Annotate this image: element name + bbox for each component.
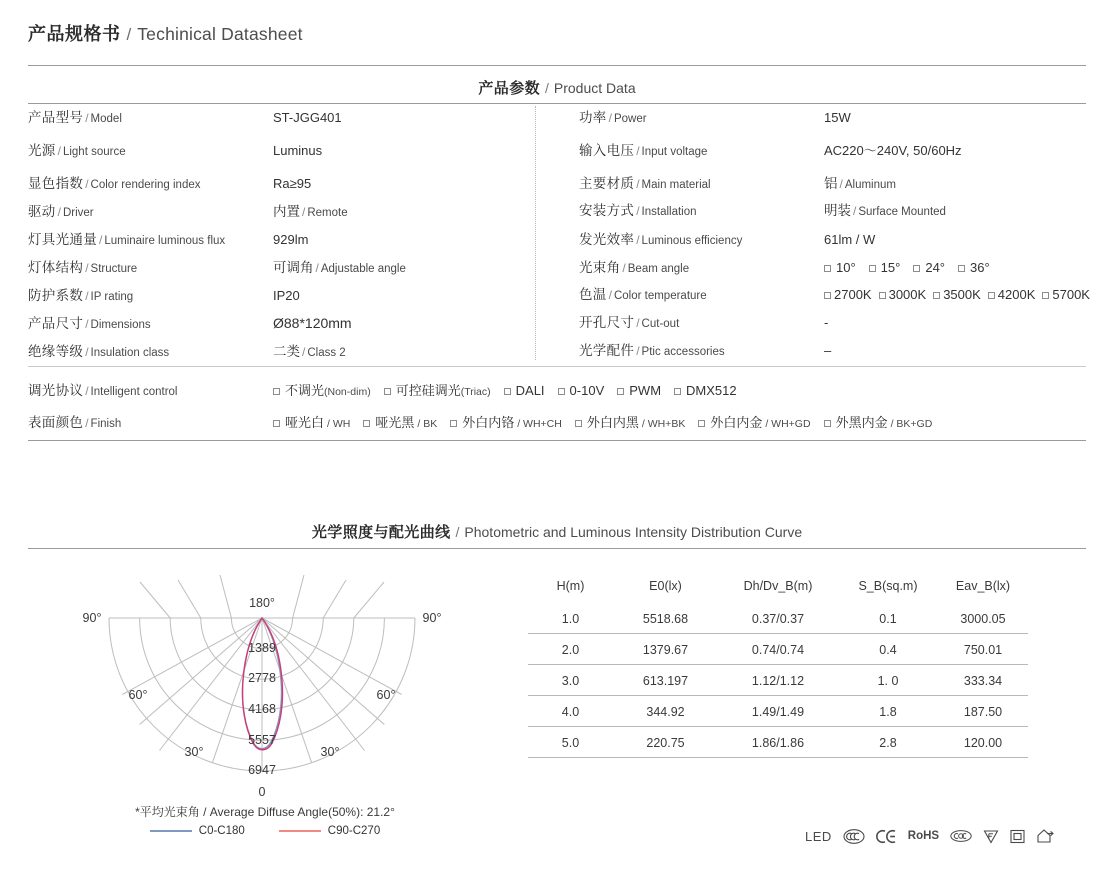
page-title <box>28 20 303 46</box>
spec-row-model <box>28 106 535 139</box>
spec-value-driver-cn: 内置 <box>273 204 300 219</box>
spec-value-luminous-efficiency: 61lm / W <box>824 232 876 247</box>
spec-row-structure <box>28 256 535 284</box>
polar-label-60-left: 60° <box>128 688 148 702</box>
spec-label-light-source-cn: 光源 <box>28 143 56 158</box>
spec-label-main-material-cn: 主要材质 <box>579 176 635 191</box>
finish-option-wh-ch-en: / WH+CH <box>517 418 562 430</box>
label-slash: / <box>85 317 89 331</box>
spec-value-cri: Ra≥95 <box>273 176 312 191</box>
spec-label-cri-en: Color rendering index <box>90 179 201 191</box>
average-beam-angle-caption: *平均光束角 / Average Diffuse Angle(50%): 21.2° <box>135 805 395 819</box>
spec-value-luminous-flux: 929lm <box>273 232 309 247</box>
spec-value-input-voltage: AC220～240V, 50/60Hz <box>824 143 962 158</box>
spec-value-driver-en: Remote <box>307 207 348 219</box>
intelligent-control-options <box>273 380 737 399</box>
dimming-option-triac-cn: 可控硅调光 <box>395 383 461 398</box>
value-slash: / <box>839 177 843 191</box>
led-text: LED <box>805 828 832 844</box>
rohs-text: RoHS <box>907 830 940 842</box>
cell-sb: 1.8 <box>838 696 938 727</box>
checkbox-icon[interactable] <box>384 388 391 395</box>
polar-label-180: 180° <box>249 596 275 610</box>
cell-h: 2.0 <box>528 634 613 665</box>
checkbox-icon[interactable] <box>824 420 831 427</box>
checkbox-icon[interactable] <box>824 292 831 299</box>
beam-angle-option-10-label: 10° <box>836 260 856 275</box>
spec-label-color-temperature-cn: 色温 <box>579 287 607 302</box>
spec-label-input-voltage <box>579 139 824 159</box>
house-mount-icon <box>1036 828 1054 844</box>
divider-above-options <box>28 366 1086 367</box>
cell-dhdv: 1.86/1.86 <box>718 727 838 758</box>
label-slash: / <box>636 144 640 158</box>
spec-row-intelligent-control <box>28 379 1086 411</box>
legend-item-c0-c180 <box>150 825 245 837</box>
divider-under-photometric-band <box>28 548 1086 549</box>
polar-ring-label-4: 5557 <box>248 733 276 747</box>
dimming-option-non-dim-en: (Non-dim) <box>324 386 371 398</box>
f-mark-icon <box>983 829 999 844</box>
cct-option-5700k-label: 5700K <box>1052 287 1090 302</box>
spec-label-model-en: Model <box>90 113 122 125</box>
spec-label-dimensions <box>28 312 273 332</box>
cell-dhdv: 0.74/0.74 <box>718 634 838 665</box>
spec-label-cri-cn: 显色指数 <box>28 176 84 191</box>
spec-row-power <box>579 106 1086 139</box>
label-slash: / <box>85 177 89 191</box>
divider-top <box>28 65 1086 66</box>
cct-option-2700k-label: 2700K <box>834 287 872 302</box>
spec-label-driver-cn: 驱动 <box>28 204 56 219</box>
checkbox-icon[interactable] <box>617 388 624 395</box>
section-title-separator: / <box>455 524 460 540</box>
cell-h: 4.0 <box>528 696 613 727</box>
section-title-separator: / <box>545 80 549 96</box>
class2-icon <box>1010 829 1025 844</box>
finish-option-bk[interactable] <box>363 412 437 431</box>
label-slash: / <box>636 177 640 191</box>
spec-row-cri <box>28 172 535 200</box>
spec-label-power-en: Power <box>613 113 647 125</box>
dimming-option-triac-en: (Triac) <box>460 386 491 398</box>
finish-option-wh[interactable] <box>273 412 350 431</box>
polar-label-90-right: 90° <box>422 611 442 625</box>
spec-value-driver <box>273 200 535 220</box>
label-slash: / <box>85 289 89 303</box>
cell-e0: 344.92 <box>613 696 718 727</box>
cell-dhdv: 0.37/0.37 <box>718 603 838 634</box>
checkbox-icon[interactable] <box>558 388 565 395</box>
finish-option-wh-gd-cn: 外白内金 <box>710 415 763 430</box>
spec-label-intelligent-control-en: Intelligent control <box>90 386 178 398</box>
checkbox-icon[interactable] <box>273 420 280 427</box>
table-row <box>528 696 1028 727</box>
beam-angle-option-15-label: 15° <box>880 260 901 275</box>
legend-item-c90-c270 <box>279 825 380 837</box>
spec-label-structure <box>28 256 273 276</box>
polar-ring-label-3: 4168 <box>248 702 276 716</box>
cell-sb: 0.1 <box>838 603 938 634</box>
cell-eavb: 120.00 <box>938 727 1028 758</box>
checkbox-icon[interactable] <box>933 292 940 299</box>
finish-options <box>273 412 932 431</box>
photometric-data-table <box>528 575 1028 758</box>
dimming-option-non-dim[interactable] <box>273 380 371 399</box>
spec-label-installation-en: Installation <box>641 206 697 218</box>
spec-label-power-cn: 功率 <box>579 110 607 125</box>
spec-label-installation-cn: 安装方式 <box>579 203 635 218</box>
spec-label-optic-accessories-cn: 光学配件 <box>579 343 635 358</box>
spec-label-intelligent-control <box>28 379 273 399</box>
spec-label-beam-angle <box>579 256 824 276</box>
table-header-row <box>528 575 1028 603</box>
cct-option-4200k[interactable] <box>988 287 1036 302</box>
section-title-photometric <box>0 521 1114 542</box>
spec-value-main-material-cn: 铝 <box>824 176 838 191</box>
spec-row-light-source <box>28 139 535 172</box>
beam-angle-option-36[interactable] <box>958 260 990 275</box>
section-title-photometric-en: Photometric and Luminous Intensity Distribution Curve <box>464 524 803 540</box>
spec-label-light-source-en: Light source <box>62 146 126 158</box>
spec-row-cutout <box>579 311 1086 339</box>
spec-label-structure-cn: 灯体结构 <box>28 260 84 275</box>
finish-option-bk-gd-en: / BK+GD <box>890 418 933 430</box>
polar-label-30-left: 30° <box>184 745 204 759</box>
label-slash: / <box>85 416 89 430</box>
label-slash: / <box>622 261 626 275</box>
finish-option-bk-en: / BK <box>417 418 438 430</box>
spec-label-cutout <box>579 311 824 331</box>
section-title-product-data <box>0 77 1114 98</box>
photometric-table <box>528 575 1028 758</box>
spec-label-beam-angle-en: Beam angle <box>627 263 690 275</box>
spec-value-installation <box>824 199 1086 219</box>
value-slash: / <box>302 205 306 219</box>
cell-h: 5.0 <box>528 727 613 758</box>
cell-dhdv: 1.12/1.12 <box>718 665 838 696</box>
beam-angle-option-36-label: 36° <box>970 260 990 275</box>
finish-option-bk-gd-cn: 外黑内金 <box>835 415 888 430</box>
spec-label-ip-rating-cn: 防护系数 <box>28 288 84 303</box>
spec-row-installation <box>579 199 1086 228</box>
checkbox-icon[interactable] <box>879 292 886 299</box>
cell-dhdv: 1.49/1.49 <box>718 696 838 727</box>
checkbox-icon[interactable] <box>363 420 370 427</box>
dimming-option-dmx512-label: DMX512 <box>686 383 737 398</box>
col-header-dh-dv: Dh/Dv_B(m) <box>743 579 813 593</box>
spec-label-ip-rating-en: IP rating <box>90 291 134 303</box>
beam-angle-option-24-label: 24° <box>925 260 946 275</box>
spec-label-model <box>28 106 273 126</box>
spec-value-main-material-en: Aluminum <box>844 179 896 191</box>
label-slash: / <box>636 233 640 247</box>
label-slash: / <box>636 344 640 358</box>
finish-option-wh-cn: 哑光白 <box>285 415 325 430</box>
spec-value-light-source: Luminus <box>273 143 323 158</box>
value-slash: / <box>853 204 857 218</box>
spec-label-insulation-class-en: Insulation class <box>90 347 170 359</box>
spec-row-luminous-efficiency <box>579 228 1086 256</box>
finish-option-bk-gd[interactable] <box>824 412 933 431</box>
chart-legend <box>60 825 470 837</box>
beam-angle-option-15[interactable] <box>869 260 901 275</box>
checkbox-icon[interactable] <box>1042 292 1049 299</box>
cell-e0: 1379.67 <box>613 634 718 665</box>
spec-value-cutout: - <box>824 315 829 330</box>
cct-option-3000k[interactable] <box>879 287 927 302</box>
cct-option-4200k-label: 4200K <box>997 287 1036 302</box>
cqc-icon <box>950 829 972 843</box>
checkbox-icon[interactable] <box>575 420 582 427</box>
spec-label-optic-accessories-en: Ptic accessories <box>641 346 725 358</box>
cell-sb: 0.4 <box>838 634 938 665</box>
spec-label-luminous-efficiency-cn: 发光效率 <box>579 232 635 247</box>
polar-ring-label-1: 1389 <box>248 641 276 655</box>
spec-label-model-cn: 产品型号 <box>28 110 84 125</box>
divider-under-product-band <box>28 103 1086 104</box>
spec-row-color-temperature <box>579 283 1090 311</box>
spec-label-luminous-flux-cn: 灯具光通量 <box>28 232 97 247</box>
spec-row-insulation-class <box>28 340 535 368</box>
spec-label-input-voltage-cn: 输入电压 <box>579 143 635 158</box>
finish-option-wh-bk[interactable] <box>575 412 685 431</box>
spec-value-model: ST-JGG401 <box>273 110 342 125</box>
cct-option-3500k-label: 3500K <box>943 287 981 302</box>
checkbox-icon[interactable] <box>698 420 705 427</box>
col-header-eav-b: Eav_B(lx) <box>955 579 1011 593</box>
product-spec-table <box>28 106 1090 368</box>
checkbox-icon[interactable] <box>913 265 920 272</box>
dimming-option-non-dim-cn: 不调光 <box>285 383 325 398</box>
spec-label-finish-en: Finish <box>90 418 122 430</box>
spec-label-driver <box>28 200 273 220</box>
cct-option-5700k[interactable] <box>1042 287 1090 302</box>
table-row <box>528 665 1028 696</box>
ccc-icon <box>843 829 865 844</box>
spec-value-installation-cn: 明装 <box>824 203 851 218</box>
column-divider <box>535 106 536 360</box>
spec-value-power: 15W <box>824 110 851 125</box>
cct-option-2700k[interactable] <box>824 287 872 302</box>
legend-label-c90-c270: C90-C270 <box>327 825 381 837</box>
divider-bottom-spec <box>28 440 1086 441</box>
spec-label-intelligent-control-cn: 调光协议 <box>28 383 84 398</box>
finish-option-wh-gd[interactable] <box>698 412 810 431</box>
cct-option-3000k-label: 3000K <box>888 287 927 302</box>
spec-row-main-material <box>579 172 1086 199</box>
label-slash: / <box>636 316 640 330</box>
polar-label-0: 0 <box>258 785 266 799</box>
spec-row-ip-rating <box>28 284 535 312</box>
spec-value-insulation-class-cn: 二类 <box>273 344 300 359</box>
spec-value-insulation-class-en: Class 2 <box>307 347 346 359</box>
checkbox-icon[interactable] <box>869 265 876 272</box>
section-title-product-data-en: Product Data <box>553 80 636 96</box>
spec-value-structure-en: Adjustable angle <box>320 263 406 275</box>
label-slash: / <box>636 204 640 218</box>
polar-label-60-right: 60° <box>376 688 396 702</box>
label-slash: / <box>85 345 89 359</box>
legend-swatch-c90-c270 <box>279 830 321 832</box>
dimming-option-0-10v[interactable] <box>558 383 605 398</box>
col-header-h: H(m) <box>556 579 585 593</box>
spec-column-right <box>579 106 1090 368</box>
spec-value-installation-en: Surface Mounted <box>858 206 946 218</box>
value-slash: / <box>315 261 319 275</box>
spec-row-beam-angle <box>579 256 1086 283</box>
luminous-intensity-polar-chart <box>60 560 470 860</box>
label-slash: / <box>85 111 89 125</box>
finish-option-wh-en: / WH <box>327 418 351 430</box>
cell-eavb: 750.01 <box>938 634 1028 665</box>
cell-eavb: 187.50 <box>938 696 1028 727</box>
table-row <box>528 727 1028 758</box>
finish-option-wh-ch-cn: 外白内铬 <box>462 415 515 430</box>
spec-row-finish <box>28 411 1086 441</box>
checkbox-icon[interactable] <box>674 388 681 395</box>
finish-option-wh-bk-cn: 外白内黑 <box>586 415 639 430</box>
dimming-option-0-10v-label: 0-10V <box>569 383 605 398</box>
label-slash: / <box>85 384 89 398</box>
checkbox-icon[interactable] <box>958 265 965 272</box>
spec-label-luminous-flux <box>28 228 273 248</box>
finish-option-wh-gd-en: / WH+GD <box>765 418 811 430</box>
certification-marks <box>805 828 1054 844</box>
spec-label-light-source <box>28 139 273 159</box>
cell-eavb: 333.34 <box>938 665 1028 696</box>
spec-label-main-material-en: Main material <box>641 179 711 191</box>
spec-label-insulation-class-cn: 绝缘等级 <box>28 344 84 359</box>
dimming-option-dali[interactable] <box>504 383 545 398</box>
spec-label-main-material <box>579 172 824 192</box>
spec-label-input-voltage-en: Input voltage <box>641 146 708 158</box>
spec-row-input-voltage <box>579 139 1086 172</box>
spec-label-dimensions-en: Dimensions <box>90 319 151 331</box>
page-title-en: Techinical Datasheet <box>137 24 303 44</box>
spec-label-beam-angle-cn: 光束角 <box>579 260 621 275</box>
spec-label-insulation-class <box>28 340 273 360</box>
spec-value-structure <box>273 256 535 276</box>
finish-option-bk-cn: 哑光黑 <box>375 415 415 430</box>
checkbox-icon[interactable] <box>504 388 511 395</box>
cell-e0: 220.75 <box>613 727 718 758</box>
spec-row-dimensions <box>28 312 535 340</box>
dimming-option-triac[interactable] <box>384 380 491 399</box>
polar-ring-label-5: 6947 <box>248 763 276 777</box>
spec-value-ip-rating: IP20 <box>273 288 300 303</box>
col-header-e0: E0(lx) <box>649 579 682 593</box>
section-title-product-data-cn: 产品参数 <box>478 80 540 97</box>
section-title-photometric-cn: 光学照度与配光曲线 <box>311 524 451 541</box>
polar-label-90-left: 90° <box>82 611 102 625</box>
label-slash: / <box>57 205 61 219</box>
spec-label-driver-en: Driver <box>62 207 94 219</box>
finish-option-wh-bk-en: / WH+BK <box>641 418 686 430</box>
dimming-option-dmx512[interactable] <box>674 383 737 398</box>
cct-option-3500k[interactable] <box>933 287 981 302</box>
spec-value-dimensions: Ø88*120mm <box>273 315 352 331</box>
spec-value-optic-accessories: – <box>824 343 832 358</box>
label-slash: / <box>608 111 612 125</box>
spec-label-color-temperature-en: Color temperature <box>613 290 707 302</box>
dimming-option-pwm[interactable] <box>617 383 661 398</box>
polar-ring-label-2: 2778 <box>248 671 276 685</box>
legend-label-c0-c180: C0-C180 <box>198 825 245 837</box>
spec-row-luminous-flux <box>28 228 535 256</box>
spec-label-cutout-en: Cut-out <box>641 318 680 330</box>
polar-chart-svg <box>60 560 470 810</box>
spec-row-optic-accessories <box>579 339 1086 363</box>
spec-row-driver <box>28 200 535 228</box>
spec-label-structure-en: Structure <box>90 263 138 275</box>
checkbox-icon[interactable] <box>824 265 831 272</box>
cell-e0: 5518.68 <box>613 603 718 634</box>
finish-option-wh-ch[interactable] <box>450 412 562 431</box>
beam-angle-option-10[interactable] <box>824 260 856 275</box>
cell-h: 1.0 <box>528 603 613 634</box>
color-temperature-options <box>824 287 1090 302</box>
beam-angle-options <box>824 260 1086 275</box>
cell-sb: 1. 0 <box>838 665 938 696</box>
spec-label-ip-rating <box>28 284 273 304</box>
dimming-option-dali-label: DALI <box>515 383 545 398</box>
beam-angle-option-24[interactable] <box>913 260 945 275</box>
checkbox-icon[interactable] <box>450 420 457 427</box>
spec-label-dimensions-cn: 产品尺寸 <box>28 316 84 331</box>
spec-label-finish <box>28 411 273 431</box>
ce-icon <box>876 829 897 844</box>
page-title-separator: / <box>126 25 132 44</box>
checkbox-icon[interactable] <box>273 388 280 395</box>
col-header-s-b: S_B(sq.m) <box>858 579 918 593</box>
value-slash: / <box>302 345 306 359</box>
label-slash: / <box>99 233 103 247</box>
spec-label-cutout-cn: 开孔尺寸 <box>579 315 635 330</box>
cell-eavb: 3000.05 <box>938 603 1028 634</box>
cell-e0: 613.197 <box>613 665 718 696</box>
spec-column-left <box>28 106 535 368</box>
label-slash: / <box>85 261 89 275</box>
spec-label-installation <box>579 199 824 219</box>
spec-value-main-material <box>824 172 1086 192</box>
cell-h: 3.0 <box>528 665 613 696</box>
label-slash: / <box>57 144 61 158</box>
page-title-cn: 产品规格书 <box>28 24 121 44</box>
spec-label-luminous-efficiency <box>579 228 824 248</box>
checkbox-icon[interactable] <box>988 292 995 299</box>
spec-value-insulation-class <box>273 340 535 360</box>
option-rows <box>28 379 1086 441</box>
label-slash: / <box>608 288 612 302</box>
dimming-option-pwm-label: PWM <box>629 383 662 398</box>
spec-label-color-temperature <box>579 283 824 303</box>
spec-label-power <box>579 106 824 126</box>
table-row <box>528 634 1028 665</box>
spec-label-finish-cn: 表面颜色 <box>28 415 84 430</box>
spec-label-luminous-flux-en: Luminaire luminous flux <box>104 235 226 247</box>
spec-label-cri <box>28 172 273 192</box>
legend-swatch-c0-c180 <box>150 830 192 832</box>
spec-value-structure-cn: 可调角 <box>273 260 314 275</box>
polar-label-30-right: 30° <box>320 745 340 759</box>
cell-sb: 2.8 <box>838 727 938 758</box>
spec-label-optic-accessories <box>579 339 824 359</box>
table-row <box>528 603 1028 634</box>
spec-label-luminous-efficiency-en: Luminous efficiency <box>641 235 743 247</box>
